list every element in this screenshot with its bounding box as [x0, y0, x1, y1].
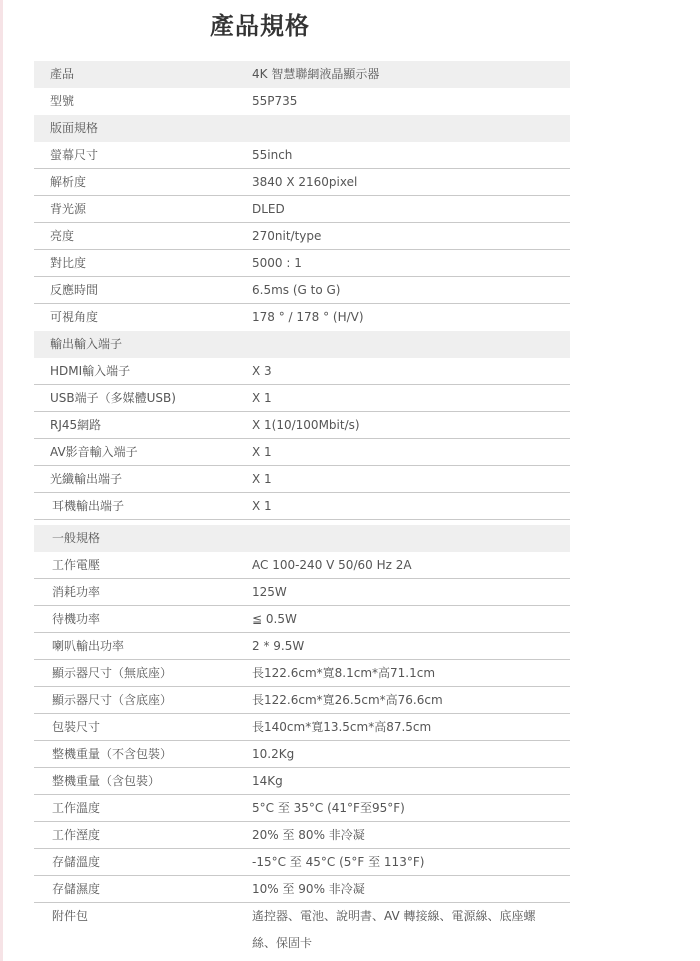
spec-label: 消耗功率	[52, 585, 101, 599]
spec-label: RJ45網路	[50, 418, 102, 432]
spec-label: 附件包	[52, 909, 89, 923]
spec-row	[34, 223, 570, 250]
spec-label: 存儲濕度	[52, 882, 101, 896]
section-header-label: 一般規格	[52, 531, 101, 545]
spec-row-product	[34, 61, 570, 88]
spec-value: 3840 X 2160pixel	[252, 175, 358, 189]
spec-row	[34, 633, 570, 660]
spec-value: 5000 : 1	[252, 256, 302, 270]
spec-value: 10.2Kg	[252, 747, 295, 761]
spec-row	[34, 741, 570, 768]
spec-value: 長122.6cm*寬26.5cm*高76.6cm	[252, 693, 443, 707]
spec-row	[34, 795, 570, 822]
spec-table	[34, 61, 570, 950]
spec-value: 4K 智慧聯網液晶顯示器	[252, 67, 380, 81]
spec-value: 6.5ms (G to G)	[252, 283, 341, 297]
spec-value: X 1	[252, 445, 272, 459]
spec-label: 型號	[50, 94, 75, 108]
spec-row-model	[34, 88, 570, 115]
spec-label: 工作溫度	[52, 801, 101, 815]
spec-row	[34, 849, 570, 876]
spec-row	[34, 142, 570, 169]
spec-value: X 1	[252, 472, 272, 486]
spec-row	[34, 876, 570, 903]
spec-value: 55inch	[252, 148, 293, 162]
spec-value: -15°C 至 45°C (5°F 至 113°F)	[252, 855, 425, 869]
section-header-label: 版面規格	[50, 121, 99, 135]
spec-label: AV影音輸入端子	[50, 445, 138, 459]
spec-label: 耳機輸出端子	[52, 499, 125, 513]
spec-value: 10% 至 90% 非冷凝	[252, 882, 365, 896]
spec-label: 亮度	[50, 229, 75, 243]
spec-label: 光纖輸出端子	[50, 472, 123, 486]
spec-label: 存儲溫度	[52, 855, 101, 869]
spec-row	[34, 196, 570, 223]
spec-row	[34, 606, 570, 633]
spec-value: X 1	[252, 391, 272, 405]
spec-label: 背光源	[50, 202, 87, 216]
spec-row	[34, 169, 570, 196]
spec-value: X 1(10/100Mbit/s)	[252, 418, 360, 432]
spec-label: 反應時間	[50, 283, 99, 297]
spec-value: X 3	[252, 364, 272, 378]
spec-value: ≦ 0.5W	[252, 612, 297, 626]
spec-row	[34, 358, 570, 385]
spec-value: DLED	[252, 202, 285, 216]
spec-label: 產品	[50, 67, 75, 81]
spec-value: 遙控器、電池、說明書、AV 轉接線、電源線、底座螺絲、保固卡	[252, 909, 536, 950]
spec-label: USB端子（多媒體USB)	[50, 391, 176, 405]
spec-value: 55P735	[252, 94, 298, 108]
spec-row	[34, 687, 570, 714]
spec-row	[34, 439, 570, 466]
spec-label: 工作溼度	[52, 828, 101, 842]
spec-label: 整機重量（不含包裝）	[52, 747, 173, 761]
spec-value: 20% 至 80% 非冷凝	[252, 828, 365, 842]
spec-label: 解析度	[50, 175, 87, 189]
spec-label: 包裝尺寸	[52, 720, 101, 734]
section-header-general	[34, 525, 570, 552]
spec-row	[34, 903, 570, 950]
spec-row	[34, 660, 570, 687]
spec-row	[34, 466, 570, 493]
spec-row	[34, 579, 570, 606]
spec-value: 長140cm*寬13.5cm*高87.5cm	[252, 720, 432, 734]
spec-row	[34, 277, 570, 304]
spec-row	[34, 493, 570, 520]
spec-value: X 1	[252, 499, 272, 513]
spec-label: HDMI輸入端子	[50, 364, 131, 378]
section-header-ports	[34, 331, 570, 358]
spec-row	[34, 768, 570, 795]
spec-value: 125W	[252, 585, 287, 599]
spec-value: AC 100-240 V 50/60 Hz 2A	[252, 558, 412, 572]
spec-label: 對比度	[50, 256, 87, 270]
spec-label: 喇叭輸出功率	[52, 639, 125, 653]
spec-value: 長122.6cm*寬8.1cm*高71.1cm	[252, 666, 436, 680]
spec-label: 顯示器尺寸（無底座）	[52, 666, 173, 680]
spec-value: 14Kg	[252, 774, 283, 788]
spec-label: 螢幕尺寸	[50, 148, 99, 162]
spec-row	[34, 304, 570, 331]
spec-label: 可視角度	[50, 310, 99, 324]
section-header-panel	[34, 115, 570, 142]
spec-row	[34, 822, 570, 849]
spec-label: 待機功率	[52, 612, 101, 626]
spec-row	[34, 385, 570, 412]
spec-value: 270nit/type	[252, 229, 322, 243]
spec-row	[34, 412, 570, 439]
left-accent-bar	[0, 0, 3, 961]
spec-label: 顯示器尺寸（含底座）	[52, 693, 173, 707]
spec-label: 整機重量（含包裝）	[52, 774, 161, 788]
page-title: 產品規格	[210, 12, 310, 40]
spec-value: 2 * 9.5W	[252, 639, 305, 653]
spec-row	[34, 250, 570, 277]
section-header-label: 輸出輸入端子	[50, 337, 123, 351]
spec-row	[34, 714, 570, 741]
spec-label: 工作電壓	[52, 558, 101, 572]
spec-row	[34, 552, 570, 579]
spec-value: 178 ° / 178 ° (H/V)	[252, 310, 364, 324]
spec-value: 5°C 至 35°C (41°F至95°F)	[252, 801, 405, 815]
